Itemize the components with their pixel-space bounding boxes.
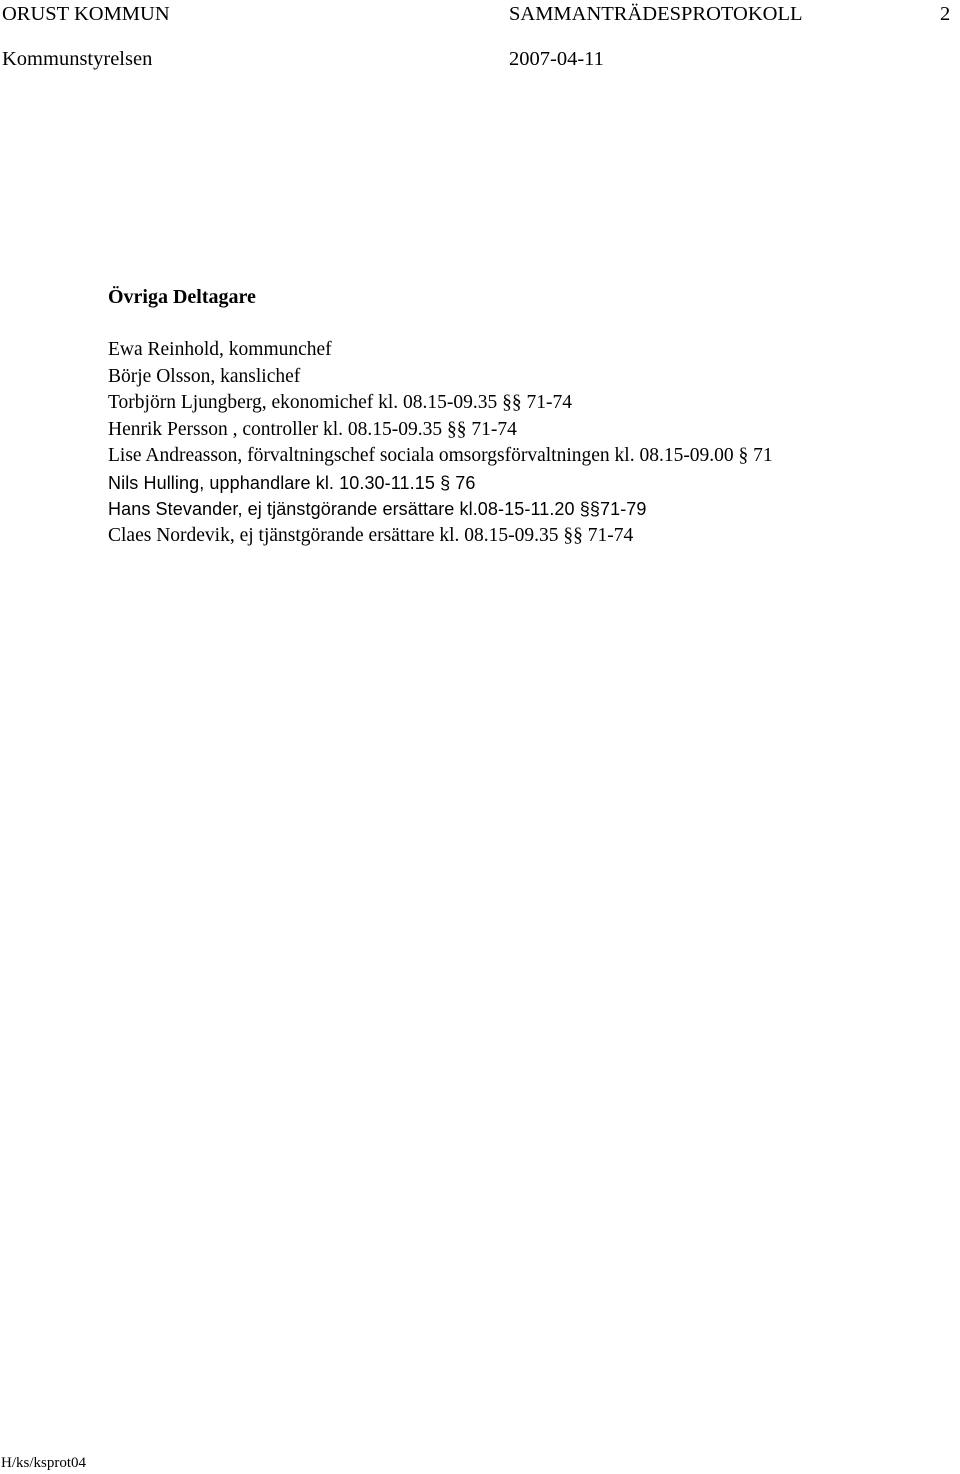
footer-file-path: H/ks/ksprot04 xyxy=(1,1455,87,1471)
participant-item: Claes Nordevik, ej tjänstgörande ersättare kl. 08.15-09.35 §§ 71-74 xyxy=(108,524,634,546)
section-title: Övriga Deltagare xyxy=(108,286,256,308)
page-number: 2 xyxy=(940,3,951,25)
participant-item: Nils Hulling, upphandlare kl. 10.30-11.15 § 76 xyxy=(108,472,476,493)
meeting-date: 2007-04-11 xyxy=(509,48,604,70)
organization-name: ORUST KOMMUN xyxy=(2,3,170,25)
participant-item: Börje Olsson, kanslichef xyxy=(108,365,301,387)
participant-item: Ewa Reinhold, kommunchef xyxy=(108,339,332,360)
document-type: SAMMANTRÄDESPROTOKOLL xyxy=(509,3,803,25)
participant-item: Torbjörn Ljungberg, ekonomichef kl. 08.15-09.35 §§ 71-74 xyxy=(108,392,573,413)
participant-item: Hans Stevander, ej tjänstgörande ersättare kl.08-15-11.20 §§71-79 xyxy=(108,499,647,519)
governing-body: Kommunstyrelsen xyxy=(2,48,153,70)
participant-list xyxy=(108,338,773,550)
participant-item: Lise Andreasson, förvaltningschef sociala omsorgsförvaltningen kl. 08.15-09.00 § 71 xyxy=(108,445,773,466)
participant-item: Henrik Persson , controller kl. 08.15-09.35 §§ 71-74 xyxy=(108,418,517,440)
